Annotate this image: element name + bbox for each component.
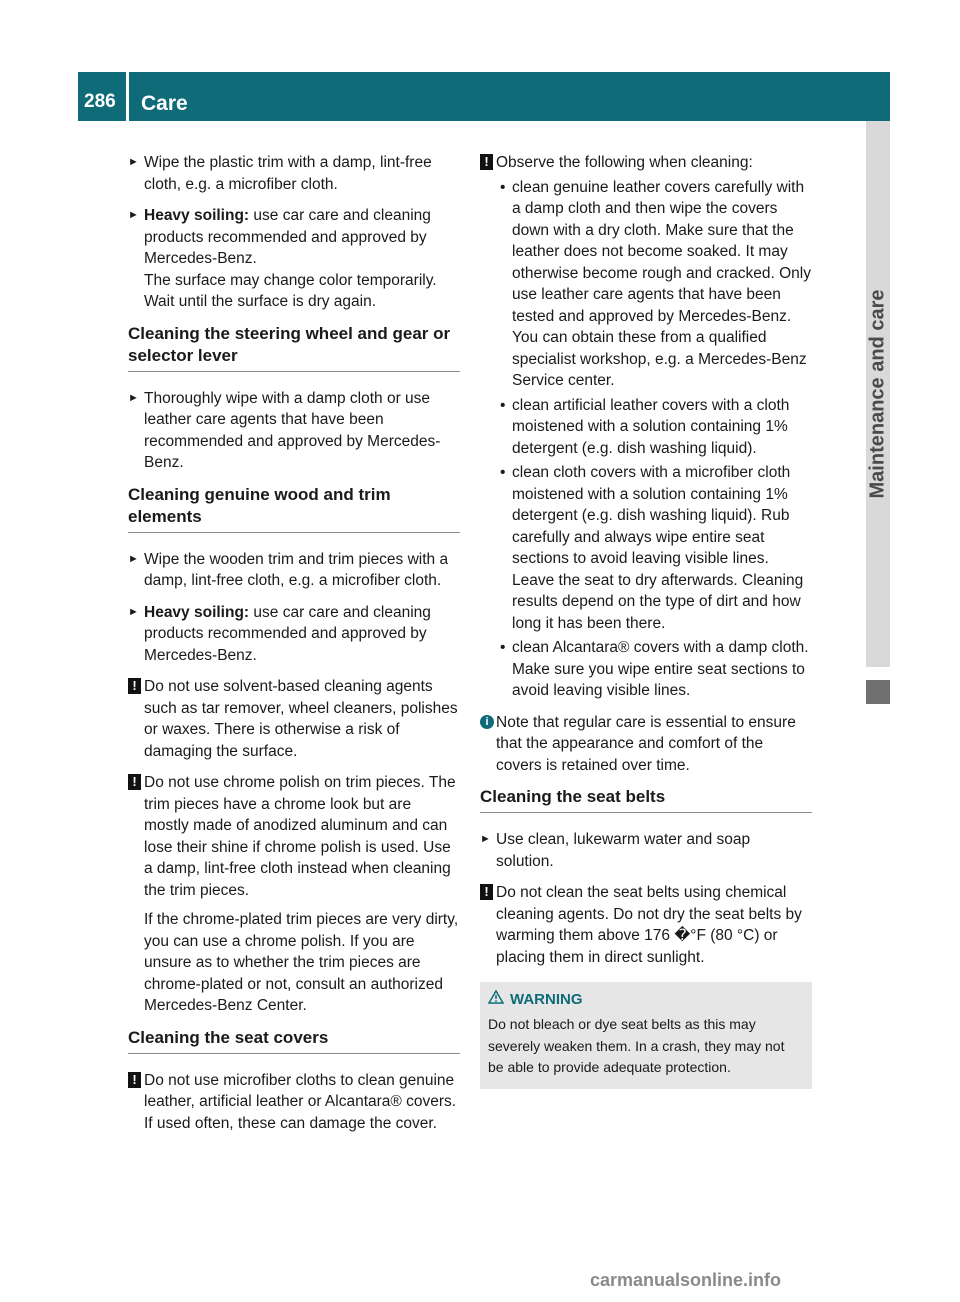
caution-note bbox=[128, 676, 460, 762]
step-bold: Heavy soiling: bbox=[144, 207, 250, 224]
step-bold: Heavy soiling: bbox=[144, 603, 250, 621]
step-text: Wipe the plastic trim with a damp, lint-free cloth, e.g. a microfiber cloth. bbox=[144, 154, 432, 193]
note-text: Observe the following when cleaning: bbox=[496, 154, 753, 171]
step-item bbox=[128, 549, 460, 592]
step-item bbox=[128, 152, 460, 195]
step-item bbox=[128, 205, 460, 313]
exclamation-icon: ! bbox=[128, 678, 141, 694]
left-column bbox=[128, 152, 460, 1144]
bullet-dot-icon: • bbox=[500, 639, 506, 656]
section-heading-wood: Cleaning genuine wood and trim elements bbox=[128, 484, 460, 533]
exclamation-icon: ! bbox=[480, 884, 493, 900]
section-heading-seat-covers: Cleaning the seat covers bbox=[128, 1027, 460, 1054]
step-arrow-icon: ► bbox=[128, 209, 139, 221]
side-tab-marker bbox=[866, 680, 890, 704]
watermark: carmanualsonline.info bbox=[590, 1270, 782, 1290]
step-arrow-icon: ► bbox=[128, 391, 139, 404]
step-item bbox=[480, 829, 812, 872]
warning-text: Do not bleach or dye seat belts as this may severely weaken them. In a crash, they may not be able to provide adequate protection. bbox=[488, 1016, 785, 1075]
note-text: Do not use chrome polish on trim pieces. The trim pieces have a chrome look but are mostly made of anodized aluminum and can lose their shine if chrome polish is used. Use a damp, lint-free cloth instead when cleaning the trim pieces. bbox=[144, 774, 456, 899]
bullet-item bbox=[496, 177, 812, 392]
caution-note bbox=[128, 772, 460, 1017]
exclamation-icon: ! bbox=[128, 774, 141, 790]
step-arrow-icon: ► bbox=[128, 605, 139, 618]
step-item bbox=[128, 388, 460, 474]
step-arrow-icon: ► bbox=[128, 552, 139, 565]
bullet-dot-icon: • bbox=[500, 464, 506, 481]
note-extra: If the chrome-plated trim pieces are very dirty, you can use a chrome polish. If you are unsure as to whether the trim pieces are chrome-plated or not, consult an authorized Mercedes-Benz Center. bbox=[144, 911, 459, 1014]
bullet-item bbox=[496, 462, 812, 634]
bullet-item bbox=[496, 395, 812, 460]
section-heading-steering: Cleaning the steering wheel and gear or selector lever bbox=[128, 323, 460, 372]
warning-title-text: WARNING bbox=[510, 991, 583, 1008]
step-text: Use clean, lukewarm water and soap solution. bbox=[496, 831, 751, 870]
page-number: 286 bbox=[84, 91, 116, 112]
bullet-text: clean Alcantara® covers with a damp cloth. Make sure you wipe entire seat sections to avoid leaving visible lines. bbox=[512, 639, 809, 699]
note-text: Do not use microfiber cloths to clean genuine leather, artificial leather or Alcantara® covers. If used often, these can damage the cover. bbox=[144, 1071, 457, 1132]
bullet-dot-icon: • bbox=[500, 396, 506, 414]
step-text: Thoroughly wipe with a damp cloth or use leather care agents that have been recommended and approved by Mercedes-Benz. bbox=[144, 389, 441, 471]
caution-note bbox=[128, 1070, 460, 1135]
bullet-text: clean cloth covers with a microfiber cloth moistened with a solution containing 1% detergent (e.g. dish washing liquid). Rub carefully and always wipe entire seat sections to avoid leaving visible lines. Leave the seat to dry afterwards. Cleaning results depend on the type of dirt and how long it has been there. bbox=[512, 464, 804, 632]
side-tab-label-wrap bbox=[866, 121, 890, 667]
step-text: use car care and cleaning products recommended and approved by Mercedes-Benz. bbox=[144, 603, 431, 664]
note-text: Do not clean the seat belts using chemical cleaning agents. Do not dry the seat belts by warming them above 176 �°F (80 °C) or placing them in direct sunlight. bbox=[496, 884, 802, 966]
info-note bbox=[480, 712, 812, 777]
warning-triangle-icon bbox=[488, 990, 504, 1010]
bullet-dot-icon: • bbox=[500, 178, 506, 196]
exclamation-icon: ! bbox=[128, 1072, 141, 1088]
step-text: Wipe the wooden trim and trim pieces with a damp, lint-free cloth, e.g. a microfiber cloth. bbox=[144, 550, 449, 589]
bullet-text: clean artificial leather covers with a cloth moistened with a solution containing 1% detergent (e.g. dish washing liquid). bbox=[512, 396, 790, 457]
warning-title bbox=[488, 990, 802, 1010]
section-heading-seat-belts: Cleaning the seat belts bbox=[480, 786, 812, 813]
step-arrow-icon: ► bbox=[128, 156, 139, 168]
side-tab-label: Maintenance and care bbox=[866, 289, 889, 499]
note-text: Do not use solvent-based cleaning agents such as tar remover, wheel cleaners, polishes or waxes. There is otherwise a risk of damaging the surface. bbox=[144, 678, 458, 760]
warning-box bbox=[480, 982, 812, 1089]
info-icon: i bbox=[480, 715, 494, 729]
info-text: Note that regular care is essential to ensure that the appearance and comfort of the covers is retained over time. bbox=[496, 713, 796, 774]
bullet-item bbox=[496, 637, 812, 702]
header-bar bbox=[78, 72, 890, 121]
step-extra: The surface may change color temporarily. Wait until the surface is dry again. bbox=[144, 271, 437, 310]
step-item bbox=[128, 602, 460, 667]
exclamation-icon: ! bbox=[480, 154, 493, 170]
right-column bbox=[480, 152, 812, 1089]
page-title: Care bbox=[141, 92, 188, 115]
header-divider bbox=[126, 72, 129, 121]
step-text: use car care and cleaning products recommended and approved by Mercedes-Benz. bbox=[144, 207, 431, 267]
caution-note bbox=[480, 882, 812, 968]
step-arrow-icon: ► bbox=[480, 833, 491, 845]
caution-note bbox=[480, 152, 812, 702]
bullet-text: clean genuine leather covers carefully with a damp cloth and then wipe the covers down with a dry cloth. Make sure that the leather does not become soaked. It may otherwise become rough and cracked. Only use leather care agents that have been tested and approved by Mercedes-Benz. You can obtain these from a qualified specialist workshop, e.g. a Mercedes-Benz Service center. bbox=[512, 178, 811, 389]
